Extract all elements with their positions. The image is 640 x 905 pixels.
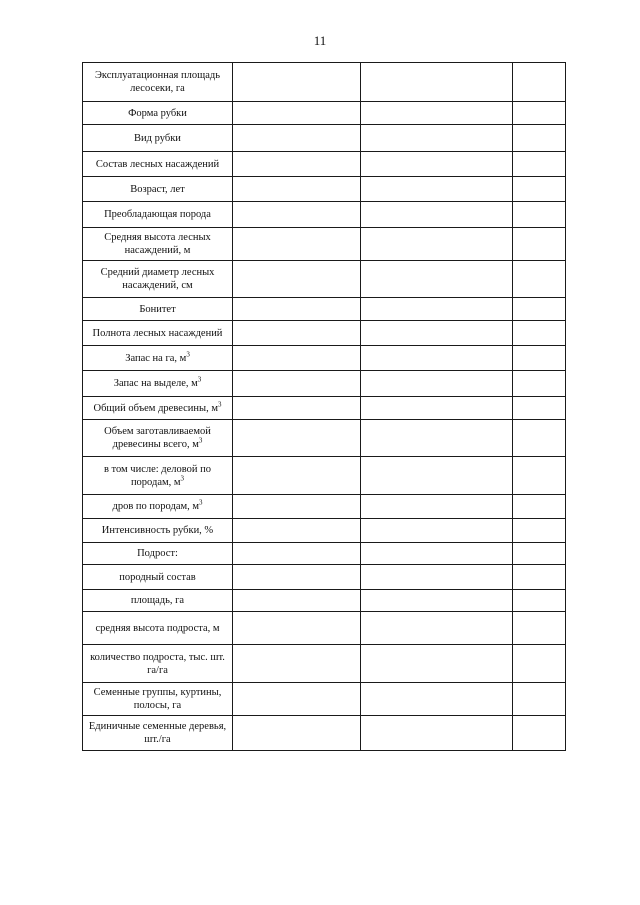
value-cell — [513, 63, 566, 102]
row-label — [83, 102, 233, 125]
value-cell — [513, 346, 566, 371]
value-cell — [233, 457, 361, 495]
value-cell — [513, 152, 566, 177]
table-row — [83, 612, 566, 645]
table-row — [83, 371, 566, 397]
row-label-text: Общий объем древесины, м — [93, 402, 218, 414]
table-row — [83, 202, 566, 228]
value-cell — [513, 565, 566, 590]
row-label — [83, 125, 233, 152]
row-label — [83, 321, 233, 346]
value-cell — [361, 565, 513, 590]
value-cell — [361, 397, 513, 420]
row-label — [83, 371, 233, 397]
forest-plot-table — [82, 62, 566, 751]
table-row — [83, 321, 566, 346]
value-cell — [513, 125, 566, 152]
value-cell — [361, 519, 513, 543]
value-cell — [513, 321, 566, 346]
row-label-text: Состав лесных насаждений — [95, 158, 220, 170]
table-row — [83, 397, 566, 420]
table-body — [83, 63, 566, 751]
value-cell — [233, 102, 361, 125]
value-cell — [361, 152, 513, 177]
value-cell — [513, 102, 566, 125]
value-cell — [233, 152, 361, 177]
table-row — [83, 420, 566, 457]
value-cell — [513, 261, 566, 298]
row-label — [83, 420, 233, 457]
row-label — [83, 543, 233, 565]
unit-superscript: 3 — [186, 350, 190, 358]
table-row — [83, 645, 566, 683]
table-row — [83, 495, 566, 519]
value-cell — [233, 495, 361, 519]
table-row — [83, 298, 566, 321]
row-label — [83, 228, 233, 261]
value-cell — [361, 716, 513, 751]
value-cell — [233, 346, 361, 371]
unit-superscript: 3 — [197, 375, 202, 384]
row-label — [83, 202, 233, 228]
row-label — [83, 457, 233, 495]
row-label — [83, 645, 233, 683]
row-label-text: Эксплуатационная площадь лесосеки, га — [95, 70, 220, 94]
value-cell — [361, 298, 513, 321]
value-cell — [513, 228, 566, 261]
row-label — [83, 346, 233, 371]
value-cell — [233, 565, 361, 590]
value-cell — [361, 261, 513, 298]
row-label-text: Семенные группы, куртины, полосы, га — [93, 687, 222, 711]
table-row — [83, 228, 566, 261]
row-label-text: Запас на га, м — [125, 352, 187, 364]
row-label — [83, 565, 233, 590]
table-row — [83, 177, 566, 202]
value-cell — [233, 397, 361, 420]
row-label-text: площадь, га — [130, 595, 185, 606]
value-cell — [233, 590, 361, 612]
value-cell — [361, 590, 513, 612]
value-cell — [233, 228, 361, 261]
table-row — [83, 683, 566, 716]
table-row — [83, 457, 566, 495]
value-cell — [233, 63, 361, 102]
table-row — [83, 346, 566, 371]
row-label — [83, 590, 233, 612]
row-label-text: Полнота лесных насаждений — [92, 327, 223, 339]
unit-superscript: 3 — [198, 436, 203, 445]
value-cell — [513, 645, 566, 683]
table-row — [83, 152, 566, 177]
row-label-text: Единичные семенные деревья, шт./га — [88, 721, 227, 745]
value-cell — [233, 371, 361, 397]
value-cell — [361, 321, 513, 346]
row-label-text: Подрост: — [137, 548, 178, 559]
row-label-text: Возраст, лет — [130, 183, 185, 195]
row-label-text: дров по породам, м — [112, 501, 200, 512]
value-cell — [361, 495, 513, 519]
value-cell — [361, 420, 513, 457]
value-cell — [513, 397, 566, 420]
unit-superscript: 3 — [217, 400, 222, 408]
table-row — [83, 519, 566, 543]
value-cell — [233, 420, 361, 457]
row-label-text: Преобладающая порода — [104, 209, 211, 220]
value-cell — [513, 683, 566, 716]
row-label-text: Средняя высота лесных насаждений, м — [104, 232, 211, 256]
row-label-text: Интенсивность рубки, % — [101, 525, 214, 536]
value-cell — [513, 298, 566, 321]
value-cell — [513, 543, 566, 565]
value-cell — [361, 371, 513, 397]
value-cell — [233, 298, 361, 321]
value-cell — [513, 371, 566, 397]
value-cell — [233, 645, 361, 683]
row-label-text: Запас на выделе, м — [113, 378, 198, 389]
table-row — [83, 716, 566, 751]
value-cell — [361, 177, 513, 202]
value-cell — [233, 519, 361, 543]
value-cell — [233, 177, 361, 202]
row-label — [83, 612, 233, 645]
table-row — [83, 543, 566, 565]
row-label — [83, 397, 233, 420]
value-cell — [361, 202, 513, 228]
row-label-text: в том числе: деловой по породам, м — [103, 463, 212, 488]
value-cell — [361, 543, 513, 565]
row-label-text: Средний диаметр лесных насаждений, см — [100, 267, 215, 291]
row-label-text: Бонитет — [139, 303, 176, 315]
value-cell — [233, 321, 361, 346]
value-cell — [513, 202, 566, 228]
value-cell — [513, 420, 566, 457]
table-row — [83, 590, 566, 612]
row-label — [83, 152, 233, 177]
table-row — [83, 261, 566, 298]
value-cell — [233, 683, 361, 716]
unit-superscript: 3 — [180, 474, 185, 482]
value-cell — [361, 102, 513, 125]
table-row — [83, 102, 566, 125]
row-label — [83, 716, 233, 751]
page-number: 11 — [313, 33, 327, 48]
value-cell — [233, 261, 361, 298]
row-label — [83, 261, 233, 298]
value-cell — [513, 612, 566, 645]
row-label-text: средняя высота подроста, м — [95, 622, 220, 634]
value-cell — [513, 495, 566, 519]
row-label-text: Форма рубки — [128, 107, 187, 119]
value-cell — [361, 125, 513, 152]
value-cell — [233, 543, 361, 565]
value-cell — [233, 202, 361, 228]
row-label — [83, 177, 233, 202]
row-label-text: Объем заготавливаемой древесины всего, м — [104, 426, 211, 450]
row-label-text: количество подроста, тыс. шт. га/га — [90, 651, 225, 676]
value-cell — [361, 612, 513, 645]
value-cell — [361, 645, 513, 683]
row-label — [83, 519, 233, 543]
value-cell — [361, 457, 513, 495]
value-cell — [233, 612, 361, 645]
value-cell — [361, 228, 513, 261]
row-label — [83, 495, 233, 519]
row-label — [83, 63, 233, 102]
value-cell — [361, 683, 513, 716]
value-cell — [513, 177, 566, 202]
table-row — [83, 565, 566, 590]
value-cell — [233, 716, 361, 751]
table-row — [83, 125, 566, 152]
value-cell — [513, 457, 566, 495]
row-label-text: Вид рубки — [134, 132, 181, 144]
row-label-text: породный состав — [119, 571, 196, 583]
value-cell — [361, 346, 513, 371]
table-row — [83, 63, 566, 102]
unit-superscript: 3 — [199, 498, 203, 507]
value-cell — [513, 519, 566, 543]
value-cell — [513, 716, 566, 751]
value-cell — [233, 125, 361, 152]
row-label — [83, 683, 233, 716]
value-cell — [513, 590, 566, 612]
value-cell — [361, 63, 513, 102]
row-label — [83, 298, 233, 321]
